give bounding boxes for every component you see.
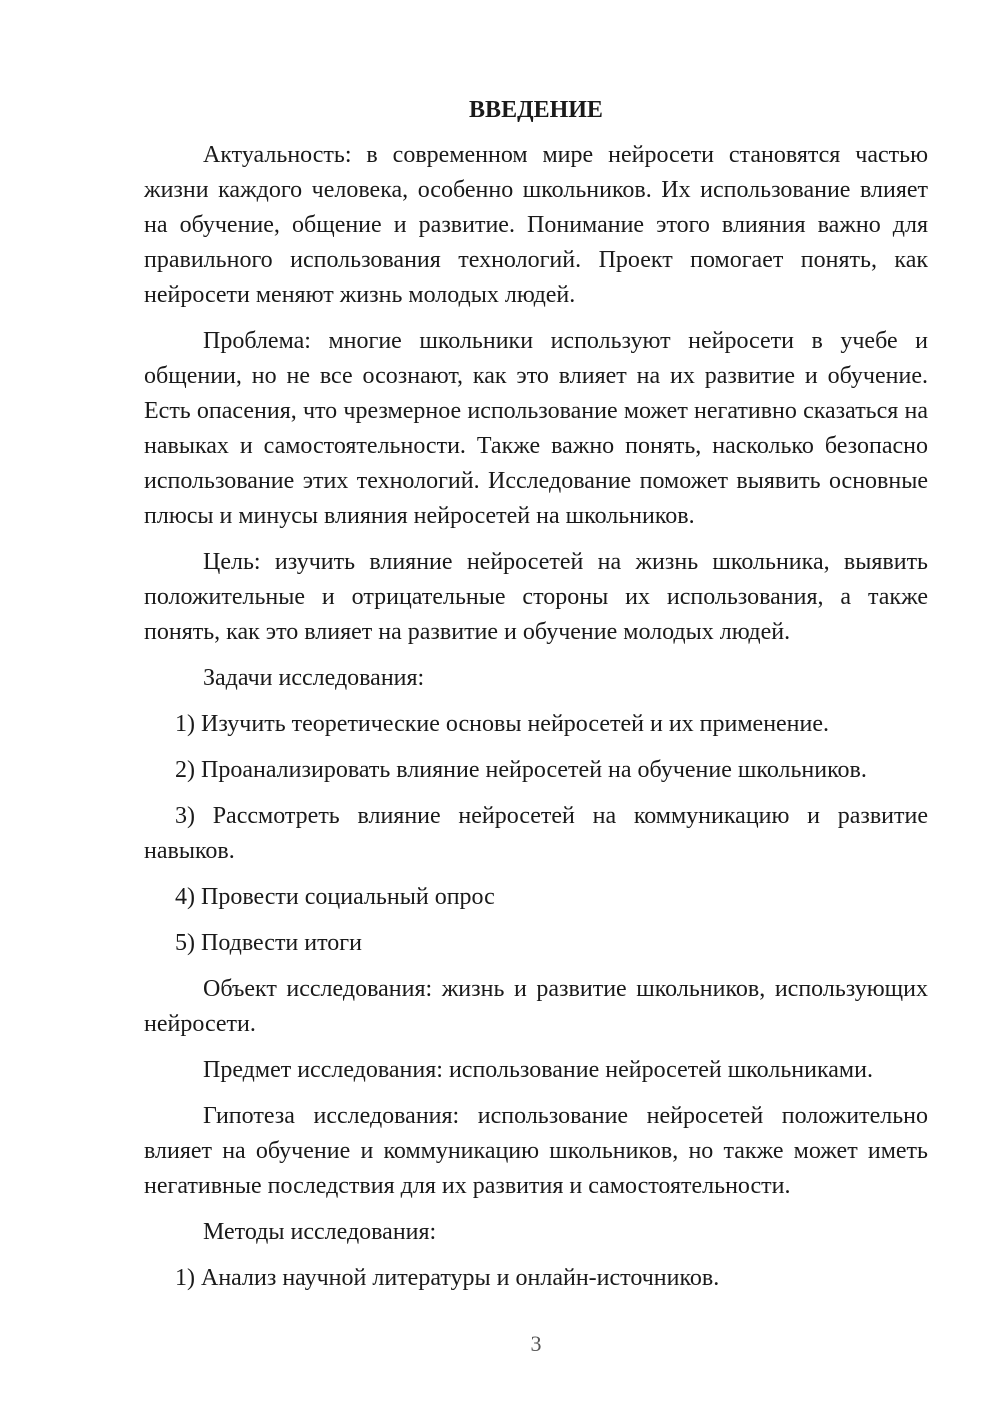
goal-paragraph: Цель: изучить влияние нейросетей на жизнь школьника, выявить положительные и отрицательные стороны их использования, а также понять, как это влияет на развитие и обучение молодых людей. bbox=[144, 549, 928, 645]
task-item: 2) Проанализировать влияние нейросетей на обучение школьников. bbox=[175, 757, 867, 783]
task-item: 5) Подвести итоги bbox=[175, 930, 362, 956]
problem-paragraph: Проблема: многие школьники используют нейросети в учебе и общении, но не все осознают, как это влияет на их развитие и обучение. Есть опасения, что чрезмерное использование может негативно сказаться на навыках и самостоятельности. Также важно понять, насколько безопасно использование этих технологий. Исследование поможет выявить основные плюсы и минусы влияния нейросетей на школьников. bbox=[144, 328, 928, 529]
tasks-heading: Задачи исследования: bbox=[203, 665, 425, 691]
page-number: 3 bbox=[530, 1331, 542, 1356]
method-item: 1) Анализ научной литературы и онлайн-источников. bbox=[175, 1265, 720, 1291]
page-content bbox=[144, 93, 928, 1307]
object-paragraph: Объект исследования: жизнь и развитие школьников, использующих нейросети. bbox=[144, 976, 928, 1037]
task-item: 4) Провести социальный опрос bbox=[175, 884, 495, 910]
task-item: 1) Изучить теоретические основы нейросетей и их применение. bbox=[175, 711, 830, 737]
task-item: 3) Рассмотреть влияние нейросетей на коммуникацию и развитие навыков. bbox=[144, 803, 928, 864]
hypothesis-paragraph: Гипотеза исследования: использование нейросетей положительно влияет на обучение и коммуникацию школьников, но также может иметь негативные последствия для их развития и самостоятельности. bbox=[144, 1103, 928, 1199]
relevance-paragraph: Актуальность: в современном мире нейросети становятся частью жизни каждого человека, особенно школьников. Их использование влияет на обучение, общение и развитие. Понимание этого влияния важно для правильного использования технологий. Проект помогает понять, как нейросети меняют жизнь молодых людей. bbox=[144, 142, 928, 308]
subject-paragraph: Предмет исследования: использование нейросетей школьниками. bbox=[203, 1057, 873, 1083]
methods-heading: Методы исследования: bbox=[203, 1219, 437, 1245]
section-title: ВВЕДЕНИЕ bbox=[469, 97, 603, 123]
